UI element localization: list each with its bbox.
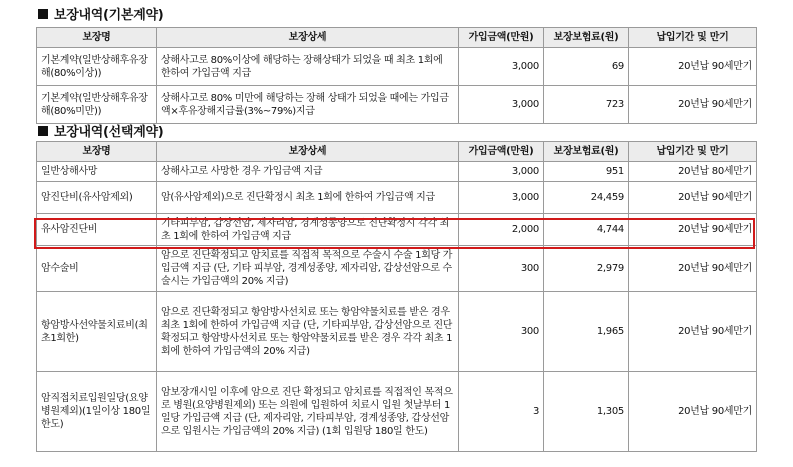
coverage-name: 유사암진단비 xyxy=(37,214,157,246)
coverage-premium: 69 xyxy=(544,48,629,86)
coverage-premium: 951 xyxy=(544,162,629,182)
coverage-detail: 상해사고로 사망한 경우 가입금액 지급 xyxy=(157,162,459,182)
optional-section-title: 보장내역(선택계약) xyxy=(38,121,163,140)
coverage-premium: 2,979 xyxy=(544,246,629,292)
square-bullet-icon xyxy=(38,126,48,136)
coverage-premium: 4,744 xyxy=(544,214,629,246)
basic-coverage-table xyxy=(36,27,757,124)
coverage-name: 기본계약(일반상해후유장해(80%이상)) xyxy=(37,48,157,86)
coverage-detail: 암으로 진단확정되고 항암방사선치료 또는 항암약물치료를 받은 경우 최초 1회에 한하여 가입금액 지급 (단, 기타피부암, 갑상선암으로 진단확정되고 항암방사선치료 또는 항암약물치료를 받은 경우 각각 최초 1회에 한하여 가입금액의 20% 지급) xyxy=(157,292,459,372)
coverage-premium: 1,965 xyxy=(544,292,629,372)
header-coverage-name: 보장명 xyxy=(37,28,157,48)
coverage-name: 일반상해사망 xyxy=(37,162,157,182)
coverage-amount: 3,000 xyxy=(459,162,544,182)
header-premium: 보장보험료(원) xyxy=(544,142,629,162)
coverage-amount: 3,000 xyxy=(459,48,544,86)
coverage-period: 20년납 90세만기 xyxy=(629,372,757,452)
coverage-amount: 3,000 xyxy=(459,182,544,214)
header-coverage-name: 보장명 xyxy=(37,142,157,162)
coverage-premium: 24,459 xyxy=(544,182,629,214)
optional-coverage-table xyxy=(36,141,757,452)
coverage-name: 항암방사선약물치료비(최초1회한) xyxy=(37,292,157,372)
coverage-amount: 3,000 xyxy=(459,86,544,124)
header-amount: 가입금액(만원) xyxy=(459,28,544,48)
coverage-name: 암수술비 xyxy=(37,246,157,292)
basic-section-title: 보장내역(기본계약) xyxy=(38,4,163,23)
coverage-detail: 암으로 진단확정되고 암치료를 직접적 목적으로 수술시 수술 1회당 가입금액 지급 (단, 기타 피부암, 경계성종양, 제자리암, 갑상선암으로 수술시는 가입금액의 20% 지급) xyxy=(157,246,459,292)
coverage-premium: 723 xyxy=(544,86,629,124)
header-period: 납입기간 및 만기 xyxy=(629,142,757,162)
coverage-amount: 2,000 xyxy=(459,214,544,246)
coverage-period: 20년납 90세만기 xyxy=(629,48,757,86)
coverage-period: 20년납 90세만기 xyxy=(629,246,757,292)
coverage-detail: 암(유사암제외)으로 진단확정시 최초 1회에 한하여 가입금액 지급 xyxy=(157,182,459,214)
coverage-period: 20년납 90세만기 xyxy=(629,292,757,372)
coverage-amount: 300 xyxy=(459,246,544,292)
table-row xyxy=(37,182,757,214)
coverage-detail: 상해사고로 80% 미만에 해당하는 장해 상태가 되었을 때에는 가입금액×후유장해지급률(3%~79%)지급 xyxy=(157,86,459,124)
coverage-period: 20년납 90세만기 xyxy=(629,182,757,214)
coverage-detail: 기타피부암, 갑상선암, 제자리암, 경계성종양으로 진단확정시 각각 최초 1회에 한하여 가입금액 지급 xyxy=(157,214,459,246)
table-row xyxy=(37,372,757,452)
coverage-period: 20년납 90세만기 xyxy=(629,86,757,124)
coverage-detail: 상해사고로 80%이상에 해당하는 장해상태가 되었을 때 최초 1회에 한하여 가입금액 지급 xyxy=(157,48,459,86)
header-coverage-detail: 보장상세 xyxy=(157,28,459,48)
coverage-amount: 3 xyxy=(459,372,544,452)
table-row xyxy=(37,86,757,124)
table-row xyxy=(37,246,757,292)
table-header-row xyxy=(37,28,757,48)
coverage-detail: 암보장개시일 이후에 암으로 진단 확정되고 암치료를 직접적인 목적으로 병원(요양병원제외) 또는 의원에 입원하여 치료시 입원 첫날부터 1일당 가입금액 지급 (단, 제자리암, 기타피부암, 경계성종양, 갑상선암으로 입원시는 가입금액의 20% 지급) (1회 입원당 180일 한도) xyxy=(157,372,459,452)
table-row xyxy=(37,48,757,86)
table-row-highlighted xyxy=(37,214,757,246)
coverage-amount: 300 xyxy=(459,292,544,372)
coverage-name: 암진단비(유사암제외) xyxy=(37,182,157,214)
table-header-row xyxy=(37,142,757,162)
header-premium: 보장보험료(원) xyxy=(544,28,629,48)
header-period: 납입기간 및 만기 xyxy=(629,28,757,48)
table-row xyxy=(37,292,757,372)
coverage-name: 암직접치료입원일당(요양병원제외)(1일이상 180일한도) xyxy=(37,372,157,452)
square-bullet-icon xyxy=(38,9,48,19)
coverage-name: 기본계약(일반상해후유장해(80%미만)) xyxy=(37,86,157,124)
coverage-period: 20년납 90세만기 xyxy=(629,214,757,246)
table-row xyxy=(37,162,757,182)
header-coverage-detail: 보장상세 xyxy=(157,142,459,162)
coverage-period: 20년납 80세만기 xyxy=(629,162,757,182)
coverage-premium: 1,305 xyxy=(544,372,629,452)
header-amount: 가입금액(만원) xyxy=(459,142,544,162)
